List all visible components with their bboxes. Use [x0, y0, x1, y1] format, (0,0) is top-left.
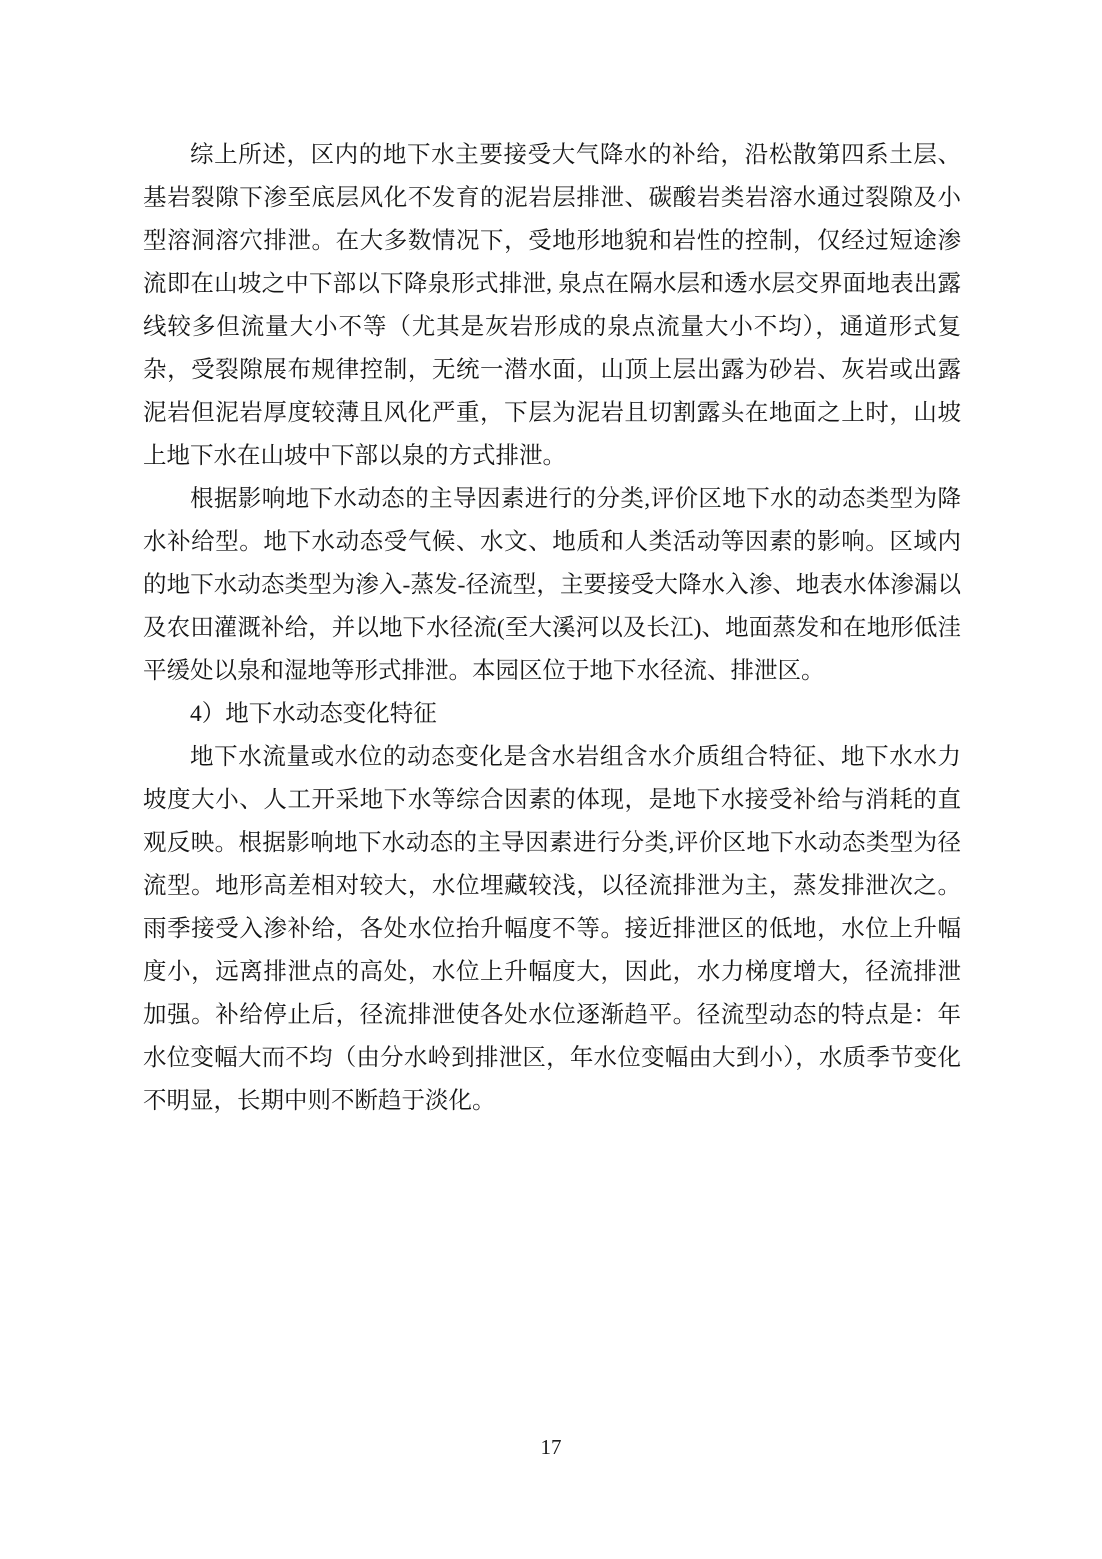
paragraph-dynamic-type: 根据影响地下水动态的主导因素进行的分类,评价区地下水的动态类型为降水补给型。地下水动态受气候、水文、地质和人类活动等因素的影响。区域内的地下水动态类型为渗入-蒸发-径流型，主要接受大降水入渗、地表水体渗漏以及农田灌溉补给，并以地下水径流(至大溪河以及长江)、地面蒸发和在地形低洼平缓处以泉和湿地等形式排泄。本园区位于地下水径流、排泄区。	[143, 486, 961, 684]
paragraph-summary: 综上所述，区内的地下水主要接受大气降水的补给，沿松散第四系土层、基岩裂隙下渗至底层风化不发育的泥岩层排泄、碳酸岩类岩溶水通过裂隙及小型溶洞溶穴排泄。在大多数情况下，受地形地貌和岩性的控制，仅经过短途渗流即在山坡之中下部以下降泉形式排泄, 泉点在隔水层和透水层交界面地表出露线较多但流量大小不等（尤其是灰岩形成的泉点流量大小不均），通道形式复杂，受裂隙展布规律控制，无统一潜水面，山顶上层出露为砂岩、灰岩或出露泥岩但泥岩厚度较薄且风化严重，下层为泥岩且切割露头在地面之上时，山坡上地下水在山坡中下部以泉的方式排泄。	[143, 142, 961, 469]
paragraph-dynamic-characteristics: 地下水流量或水位的动态变化是含水岩组含水介质组合特征、地下水水力坡度大小、人工开采地下水等综合因素的体现，是地下水接受补给与消耗的直观反映。根据影响地下水动态的主导因素进行分类,评价区地下水动态类型为径流型。地形高差相对较大，水位埋藏较浅，以径流排泄为主，蒸发排泄次之。雨季接受入渗补给，各处水位抬升幅度不等。接近排泄区的低地，水位上升幅度小，远离排泄点的高处，水位上升幅度大，因此，水力梯度增大，径流排泄加强。补给停止后，径流排泄使各处水位逐渐趋平。径流型动态的特点是：年水位变幅大而不均（由分水岭到排泄区，年水位变幅由大到小），水质季节变化不明显，长期中则不断趋于淡化。	[143, 744, 961, 1114]
page-number: 17	[540, 1435, 562, 1459]
section-heading-groundwater-dynamics: 4）地下水动态变化特征	[190, 701, 437, 727]
document-body	[143, 134, 961, 1123]
